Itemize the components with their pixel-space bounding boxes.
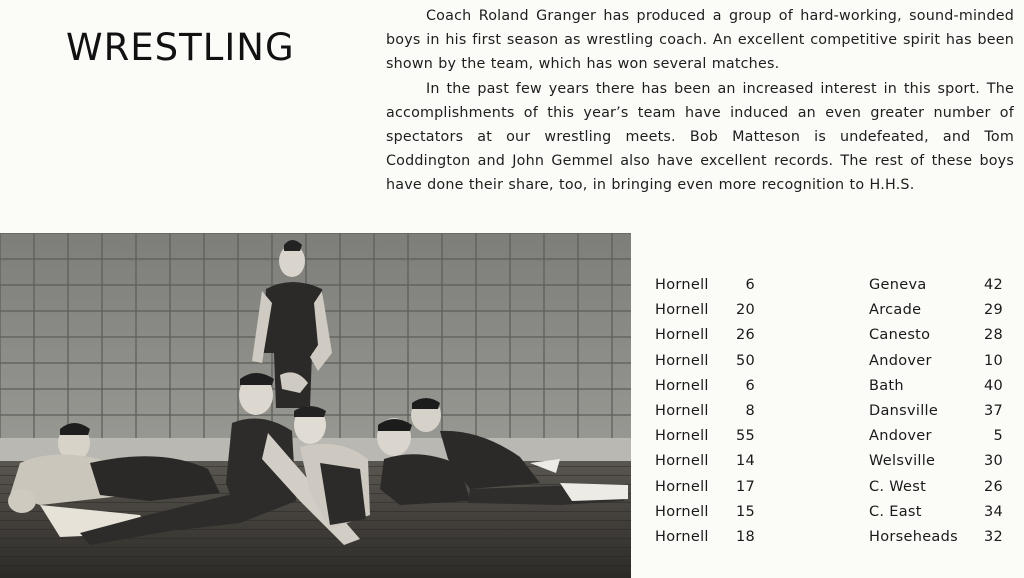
score-row [655, 449, 755, 474]
score-row [655, 424, 755, 449]
opponent-scores-column [869, 273, 1003, 550]
team-score: 20 [735, 302, 755, 319]
team-name: Hornell [655, 428, 709, 445]
team-score: 17 [735, 478, 755, 495]
score-row [869, 424, 1003, 449]
score-row [869, 399, 1003, 424]
team-name: Hornell [655, 503, 709, 520]
team-name: Hornell [655, 277, 709, 293]
opponent-score: 37 [983, 402, 1003, 419]
team-name: Hornell [655, 528, 709, 545]
opponent-name: Andover [869, 428, 932, 445]
article-text [386, 4, 1014, 198]
team-name: Hornell [655, 478, 709, 495]
team-name: Hornell [655, 402, 709, 419]
opponent-score: 5 [993, 428, 1003, 445]
score-row [869, 374, 1003, 399]
opponent-score: 34 [983, 503, 1003, 520]
team-score: 18 [735, 528, 755, 545]
score-row [655, 374, 755, 399]
score-row [869, 500, 1003, 525]
score-row [655, 349, 755, 374]
team-name: Hornell [655, 327, 709, 344]
team-score: 15 [735, 503, 755, 520]
opponent-name: Dansville [869, 402, 939, 419]
opponent-name: Bath [869, 377, 904, 394]
team-name: Hornell [655, 302, 709, 319]
team-score: 55 [735, 428, 755, 445]
opponent-score: 26 [983, 478, 1003, 495]
score-row [655, 298, 755, 323]
score-row [869, 349, 1003, 374]
hornell-scores-column [655, 273, 755, 550]
score-row [869, 298, 1003, 323]
opponent-name: C. East [869, 503, 922, 520]
paragraph-2: In the past few years there has been an increased interest in this sport. The accomplishments of this year’s team have induced an even greater number of spectators at our wrestling meets. Bob Matteson is undefeated, and Tom Coddington and John Gemmel also have excellent records. The rest of these boys have done their share, too, in bringing even more recognition to H.H.S. [386, 80, 1014, 194]
team-name: Hornell [655, 352, 709, 369]
team-score: 26 [735, 327, 755, 344]
team-score: 6 [745, 277, 755, 293]
opponent-name: Andover [869, 352, 932, 369]
team-score: 8 [745, 402, 755, 419]
opponent-name: Horseheads [869, 528, 958, 545]
opponent-score: 40 [983, 377, 1003, 394]
opponent-score: 10 [983, 352, 1003, 369]
opponent-score: 29 [983, 302, 1003, 319]
score-row [655, 273, 755, 298]
score-row [655, 475, 755, 500]
team-photo [0, 233, 631, 578]
opponent-score: 42 [983, 277, 1003, 293]
score-row [655, 399, 755, 424]
score-row [869, 475, 1003, 500]
opponent-score: 30 [983, 453, 1003, 470]
team-score: 50 [735, 352, 755, 369]
opponent-name: C. West [869, 478, 927, 495]
score-row [655, 525, 755, 550]
score-row [869, 273, 1003, 298]
score-row [869, 323, 1003, 348]
team-name: Hornell [655, 453, 709, 470]
opponent-score: 28 [983, 327, 1003, 344]
team-score: 6 [745, 377, 755, 394]
opponent-name: Arcade [869, 302, 922, 319]
opponent-name: Canesto [869, 327, 931, 344]
score-row [655, 500, 755, 525]
paragraph-1: Coach Roland Granger has produced a group of hard-working, sound-minded boys in his first season as wrestling coach. An excellent competitive spirit has been shown by the team, which has won several matches. [386, 8, 1014, 73]
score-row [869, 449, 1003, 474]
opponent-score: 32 [983, 528, 1003, 545]
team-score: 14 [735, 453, 755, 470]
opponent-name: Welsville [869, 453, 936, 470]
score-row [655, 323, 755, 348]
opponent-name: Geneva [869, 277, 927, 293]
score-row [869, 525, 1003, 550]
team-name: Hornell [655, 377, 709, 394]
page-title: WRESTLING [66, 26, 295, 69]
